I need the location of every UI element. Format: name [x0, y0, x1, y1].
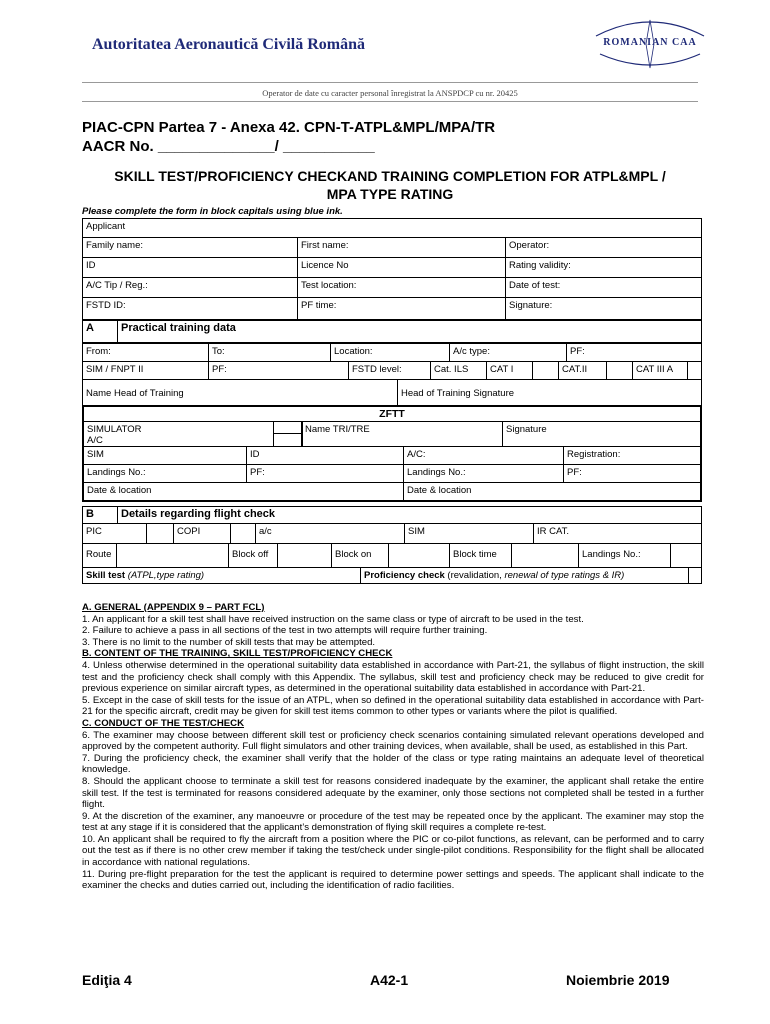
doc-code-line: PIAC-CPN Partea 7 - Anexa 42. CPN-T-ATPL&MPL/MPA/TR: [82, 119, 496, 136]
prof-check-sub: (revalidation,: [444, 570, 505, 581]
tri-tre-name-field[interactable]: Name TRI/TRE: [301, 421, 503, 447]
first-name-field[interactable]: First name:: [297, 237, 506, 258]
ac-field[interactable]: a/c: [255, 523, 405, 544]
paragraph-7: 7. During the proficiency check, the examiner shall verify that the holder of the class or type rating maintains an adequate level of theoretical knowledge.: [82, 752, 704, 776]
id-field[interactable]: ID: [82, 257, 298, 278]
copi-label: COPI: [173, 523, 231, 544]
zftt-id-field[interactable]: ID: [246, 446, 404, 465]
fstd-id-field[interactable]: FSTD ID:: [82, 297, 298, 320]
footer-edition: Ediţia 4: [82, 972, 132, 988]
title-line-2: MPA TYPE RATING: [326, 186, 454, 202]
logo-text: ROMANIAN CAA: [603, 37, 697, 48]
sim-fnpt-label: SIM / FNPT II: [82, 361, 209, 380]
zftt-title: ZFTT: [379, 408, 405, 420]
cat-ii-box[interactable]: [606, 361, 633, 380]
section-heading-a: A. GENERAL (APPENDIX 9 – PART FCL): [82, 602, 265, 613]
copi-box[interactable]: [230, 523, 256, 544]
cat-ii-checkbox[interactable]: CAT.II: [558, 361, 607, 380]
skill-test-option[interactable]: [82, 567, 361, 584]
instruction: Please complete the form in block capitals using blue ink.: [82, 206, 343, 217]
proficiency-check-option[interactable]: [360, 567, 689, 584]
ir-cat-field[interactable]: IR CAT.: [533, 523, 702, 544]
instructions-body: [82, 602, 704, 892]
paragraph-2: 2. Failure to achieve a pass in all sections of the test in two attempts will require further training.: [82, 625, 488, 637]
ac-tip-reg-field[interactable]: A/C Tip / Reg.:: [82, 277, 298, 298]
head-of-training-signature[interactable]: Head of Training Signature: [397, 379, 702, 406]
zftt-pf-field[interactable]: PF:: [246, 464, 404, 483]
signature-field[interactable]: Signature:: [505, 297, 702, 320]
applicant-heading: Applicant: [82, 218, 702, 238]
cat-iiia-checkbox[interactable]: CAT III A: [632, 361, 688, 380]
pic-label: PIC: [82, 523, 147, 544]
test-location-field[interactable]: Test location:: [297, 277, 506, 298]
rating-validity-field[interactable]: Rating validity:: [505, 257, 702, 278]
landings-field[interactable]: [670, 543, 702, 568]
sim-field[interactable]: SIM: [404, 523, 534, 544]
header-divider: [82, 82, 698, 83]
zftt-date-location-2[interactable]: Date & location: [403, 482, 701, 501]
zftt-date-location[interactable]: Date & location: [83, 482, 404, 501]
section-heading-c: C. CONDUCT OF THE TEST/CHECK: [82, 717, 245, 729]
cat-ils-label: Cat. ILS: [430, 361, 487, 380]
aacr-line: AACR No. ______________/ ___________: [82, 138, 375, 155]
simulator-ac-cell: [83, 421, 302, 447]
section-a-title: Practical training data: [117, 320, 702, 343]
landings-label: Landings No.:: [578, 543, 671, 568]
title-line-1: SKILL TEST/PROFICIENCY CHECKAND TRAINING COMPLETION FOR ATPL&MPL /: [114, 168, 666, 184]
cat-i-checkbox[interactable]: CAT I: [486, 361, 533, 380]
paragraph-10: 10. An applicant shall be required to fly the aircraft from a position where the PIC or co-pilot functions, as relevant, can be performed and to carry out the test as if there is no other crew member if taking the test/check under single-pilot conditions. Responsibility for the flight shall be allocated in accordance with national regulations.: [82, 833, 704, 869]
pf-field-2[interactable]: PF:: [208, 361, 349, 380]
section-heading-b: B. CONTENT OF THE TRAINING, SKILL TEST/PROFICIENCY CHECK: [82, 648, 393, 660]
pf-time-field[interactable]: PF time:: [297, 297, 506, 320]
registration-field[interactable]: Registration:: [563, 446, 701, 465]
zftt-sim-label: SIM: [83, 446, 247, 465]
paragraph-4: 4. Unless otherwise determined in the operational suitability data established in accordance with Part-21, the syllabus of flight instruction, the skill test and the proficiency check shall comply with this Appendix. The syllabus, skill test and proficiency check may be reduced to give credit for previous experience on similar aircraft types, as determined in the operational suitability data established in accordance with Part-21.: [82, 659, 704, 695]
block-off-field[interactable]: [277, 543, 332, 568]
cat-i-box[interactable]: [532, 361, 559, 380]
section-a-letter: A: [82, 320, 118, 343]
date-of-test-field[interactable]: Date of test:: [505, 277, 702, 298]
paragraph-11: 11. During pre-flight preparation for the test the applicant is required to determine power settings and speeds. The applicant shall indicate to the examiner the checks and duties carried out, including the identification of radio facilities.: [82, 868, 704, 892]
ac-checkbox[interactable]: [273, 433, 303, 447]
section-b-title: Details regarding flight check: [117, 506, 702, 524]
prof-check-label: Proficiency check: [364, 570, 445, 581]
pf-field[interactable]: PF:: [566, 343, 702, 362]
operator-field[interactable]: Operator:: [505, 237, 702, 258]
fstd-level-field[interactable]: FSTD level:: [348, 361, 431, 380]
ac-label: A/C: [87, 435, 103, 446]
paragraph-8: 8. Should the applicant choose to terminate a skill test for reasons considered inadequate by the examiner, the applicant shall retake the entire skill test. If the test is terminated for reasons considered adequate by the examiner, only those sections not completed shall be tested in a further flight.: [82, 775, 704, 811]
form-title: [82, 167, 698, 203]
paragraph-3: 3. There is no limit to the number of skill tests that may be attempted.: [82, 636, 376, 648]
proficiency-check-box[interactable]: [688, 567, 702, 584]
authority-title: Autoritatea Aeronautică Civilă Română: [92, 36, 366, 53]
location-field[interactable]: Location:: [330, 343, 450, 362]
paragraph-9: 9. At the discretion of the examiner, any manoeuvre or procedure of the test may be repeated once by the applicant. The examiner may stop the test at any stage if it is considered that the applicant’s demonstration of flying skill requires a complete re-test.: [82, 810, 704, 834]
ac-type-field[interactable]: A/c type:: [449, 343, 567, 362]
document-code: [82, 118, 495, 156]
route-label: Route: [82, 543, 117, 568]
cat-iiia-box[interactable]: [687, 361, 702, 380]
simulator-label: SIMULATOR: [87, 424, 142, 435]
skill-test-label: Skill test: [86, 570, 126, 581]
footer-page: A42-1: [370, 972, 409, 988]
paragraph-5: 5. Except in the case of skill tests for the issue of an ATPL, when so defined in the operational suitability data established in accordance with Part-21 for the specific aircraft, credit may be given for skill test items common to other types or variants where the pilot is qualified.: [82, 694, 704, 718]
head-of-training-name[interactable]: Name Head of Training: [82, 379, 398, 406]
block-time-field[interactable]: [511, 543, 579, 568]
licence-no-field[interactable]: Licence No: [297, 257, 506, 278]
block-time-label: Block time: [449, 543, 512, 568]
block-off-label: Block off: [228, 543, 278, 568]
to-field[interactable]: To:: [208, 343, 331, 362]
pic-box[interactable]: [146, 523, 174, 544]
section-b-letter: B: [82, 506, 118, 524]
paragraph-1: 1. An applicant for a skill test shall have received instruction on the same class or type of aircraft to be used in the test.: [82, 613, 584, 625]
header-divider: [82, 101, 698, 102]
operator-note: Operator de date cu caracter personal înregistrat la ANSPDCP cu nr. 20425: [262, 88, 518, 98]
family-name-field[interactable]: Family name:: [82, 237, 298, 258]
skill-test-sub: (ATPL,type rating): [125, 570, 205, 581]
route-field[interactable]: [116, 543, 229, 568]
prof-check-sub-italic: renewal of type ratings & IR): [504, 570, 625, 581]
zftt-landings-field[interactable]: Landings No.:: [83, 464, 247, 483]
zftt-signature-field[interactable]: Signature: [502, 421, 701, 447]
paragraph-6: 6. The examiner may choose between different skill test or proficiency check scenarios containing simulated relevant operations developed and approved by the competent authority. Full flight simulators and other training devices, when available, shall be used, as established in this Part.: [82, 729, 704, 753]
zftt-pf-field-2[interactable]: PF:: [563, 464, 701, 483]
zftt-ac-field[interactable]: A/C:: [403, 446, 564, 465]
block-on-label: Block on: [331, 543, 389, 568]
zftt-landings-field-2[interactable]: Landings No.:: [403, 464, 564, 483]
from-field[interactable]: From:: [82, 343, 209, 362]
footer-date: Noiembrie 2019: [566, 972, 670, 988]
block-on-field[interactable]: [388, 543, 450, 568]
